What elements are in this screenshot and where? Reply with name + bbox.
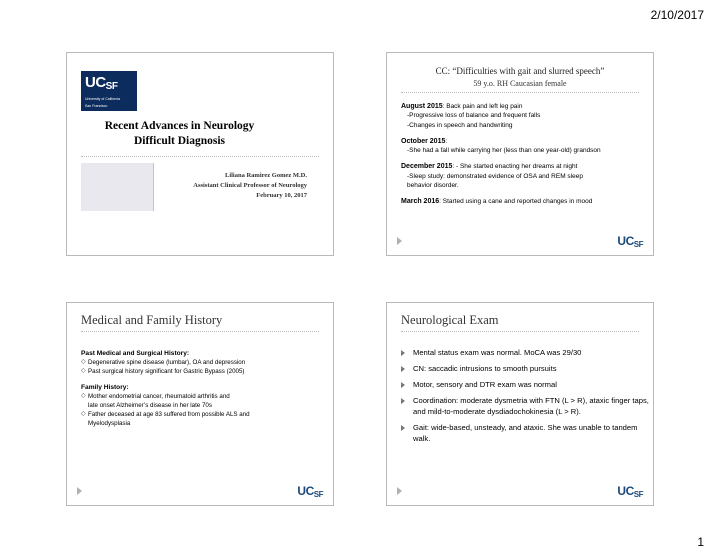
- timeline-text: : - She started enacting her dreams at night: [452, 163, 578, 171]
- list-item-cont: Myelodysplasia: [88, 420, 131, 428]
- nav-arrow-icon: [397, 487, 402, 495]
- divider: [81, 331, 319, 332]
- timeline-entry-head: [401, 137, 649, 146]
- slide-heading: Neurological Exam: [401, 313, 499, 327]
- list-item: ◇ Mother endometrial cancer, rheumatoid arthritis and: [81, 392, 321, 401]
- timeline: [401, 102, 649, 214]
- presentation-title: Recent Advances in Neurology Difficult Diagnosis: [104, 120, 255, 147]
- ucsf-footer-logo: $UC_{SF}$: [617, 484, 643, 499]
- patient-summary: 59 y.o. RH Caucasian female: [473, 79, 567, 88]
- timeline-detail: behavior disorder.: [407, 182, 459, 190]
- chief-complaint: CC: “Difficulties with gait and slurred speech”: [435, 66, 605, 76]
- timeline-entry: [401, 102, 649, 130]
- timeline-entry: [401, 137, 649, 156]
- ucsf-footer-logo: $UC_{SF}$: [297, 484, 323, 499]
- timeline-entry: [401, 197, 649, 206]
- slide-chief-complaint: [386, 52, 654, 256]
- page-number: 1: [697, 535, 704, 549]
- list-item-cont: late onset Alzheimer’s disease in her late 70s: [88, 402, 212, 410]
- timeline-text: : Started using a cane and reported changes in mood: [439, 198, 593, 206]
- author-block: Liliana Ramirez Gomez M.D. Assistant Clinical Professor of Neurology February 10, 2017: [193, 172, 307, 199]
- divider: [81, 156, 319, 157]
- list-item: Mental status exam was normal. MoCA was 29/30: [401, 347, 649, 358]
- timeline-entry-head: [401, 162, 649, 171]
- nav-arrow-icon: [77, 487, 82, 495]
- pmh-heading: Past Medical and Surgical History:: [81, 350, 190, 357]
- slide-heading: Medical and Family History: [81, 313, 223, 327]
- list-item: Coordination: moderate dysmetria with FTN (L > R), ataxic finger taps, and mild-to-moderate dysdiadochokinesia (L > R).: [401, 395, 649, 417]
- timeline-detail: -Changes in speech and handwriting: [407, 121, 513, 129]
- timeline-date: December 2015: [401, 163, 453, 171]
- timeline-text: : Back pain and left leg pain: [442, 103, 523, 110]
- timeline-entry-head: [401, 102, 649, 111]
- decor-bar: [81, 163, 153, 211]
- slide-medical-history: [66, 302, 334, 506]
- ucsf-footer-logo: $UC_{SF}$: [617, 234, 643, 249]
- ucsf-logo: $UC_{SF}$ University of California San Francisco: [81, 71, 137, 111]
- decor-line: [153, 163, 154, 211]
- timeline-date: October 2015: [401, 137, 446, 145]
- list-item: Motor, sensory and DTR exam was normal: [401, 379, 649, 390]
- timeline-detail: -Progressive loss of balance and frequent falls: [407, 112, 541, 120]
- exam-list: [401, 347, 649, 449]
- family-history-heading: Family History:: [81, 383, 129, 391]
- history-content: [81, 349, 321, 435]
- list-item: ◇ Past surgical history significant for Gastric Bypass (2005): [81, 367, 321, 376]
- divider: [401, 92, 639, 93]
- list-item: ◇ Father deceased at age 83 suffered from possible ALS and: [81, 410, 321, 419]
- timeline-entry: [401, 162, 649, 190]
- slide-title: [66, 52, 334, 256]
- timeline-date: August 2015: [401, 103, 443, 110]
- timeline-detail: -She had a fall while carrying her (less than one year-old) grandson: [407, 147, 601, 155]
- timeline-detail: -Sleep study: demonstrated evidence of OSA and REM sleep: [407, 172, 583, 180]
- list-item: CN: saccadic intrusions to smooth pursuits: [401, 363, 649, 374]
- list-item: ◇ Degenerative spine disease (lumbar), OA and depression: [81, 358, 321, 367]
- divider: [401, 331, 639, 332]
- timeline-date: March 2016: [401, 198, 440, 206]
- nav-arrow-icon: [397, 237, 402, 245]
- page-date: 2/10/2017: [650, 8, 704, 22]
- timeline-text: :: [445, 137, 448, 145]
- list-item: Gait: wide-based, unsteady, and ataxic. She was unable to tandem walk.: [401, 422, 649, 444]
- slide-neuro-exam: [386, 302, 654, 506]
- timeline-entry-head: [401, 197, 649, 206]
